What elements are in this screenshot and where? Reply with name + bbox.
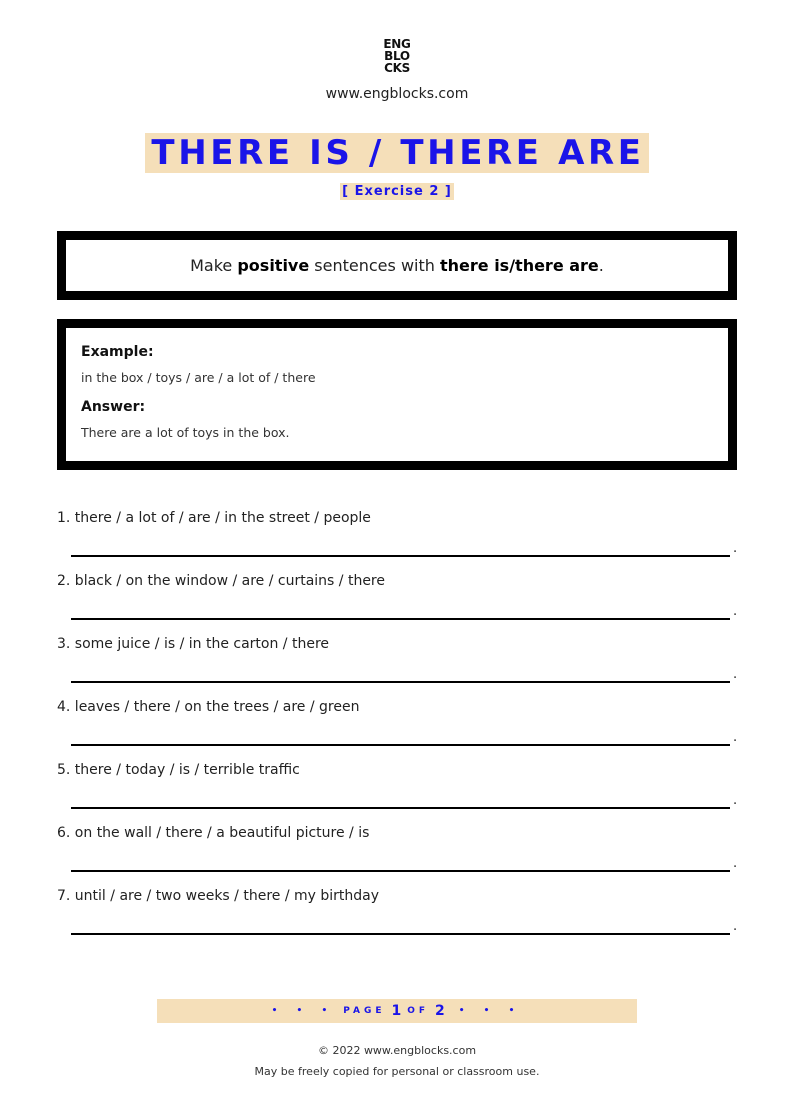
- site-url[interactable]: www.engblocks.com: [325, 86, 469, 102]
- answer-line[interactable]: [71, 681, 730, 683]
- question-item: 2. black / on the window / are / curtains / there: [57, 573, 385, 589]
- pager-current-page: 1: [391, 1003, 402, 1019]
- page-indicator: [157, 999, 637, 1023]
- license-notice: May be freely copied for personal or classroom use.: [254, 1065, 540, 1078]
- line-end-dot: .: [733, 604, 738, 619]
- answer-line[interactable]: [71, 618, 730, 620]
- answer-label: Answer:: [81, 399, 146, 415]
- answer-line[interactable]: [71, 744, 730, 746]
- line-end-dot: .: [733, 793, 738, 808]
- instruction-box: [57, 231, 737, 300]
- question-item: 3. some juice / is / in the carton / there: [57, 636, 330, 652]
- line-end-dot: .: [733, 919, 738, 934]
- question-item: 4. leaves / there / on the trees / are / green: [57, 699, 360, 715]
- exercise-subtitle: [ Exercise 2 ]: [342, 184, 452, 199]
- logo-line-3: CKS: [384, 61, 410, 75]
- engblocks-logo: [378, 38, 416, 74]
- pager-of-label: OF: [407, 1006, 430, 1016]
- pager-dots-left: • • •: [271, 1006, 336, 1016]
- logo-line-2: BLO: [384, 49, 410, 63]
- worksheet-title: THERE IS / THERE ARE: [145, 133, 648, 173]
- example-box: [57, 319, 737, 470]
- pager-dots-right: • • •: [458, 1006, 523, 1016]
- answer-line[interactable]: [71, 933, 730, 935]
- logo-line-1: ENG: [383, 37, 411, 51]
- pager-total-pages: 2: [435, 1003, 445, 1019]
- copyright-notice: © 2022 www.engblocks.com: [317, 1044, 477, 1057]
- answer-line[interactable]: [71, 870, 730, 872]
- question-item: 6. on the wall / there / a beautiful picture / is: [57, 825, 370, 841]
- example-text: in the box / toys / are / a lot of / there: [81, 370, 316, 385]
- answer-line[interactable]: [71, 807, 730, 809]
- line-end-dot: .: [733, 667, 738, 682]
- line-end-dot: .: [733, 856, 738, 871]
- line-end-dot: .: [733, 541, 738, 556]
- answer-text: There are a lot of toys in the box.: [81, 425, 290, 440]
- question-item: 1. there / a lot of / are / in the street / people: [57, 510, 371, 526]
- pager-page-label: PAGE: [343, 1006, 386, 1016]
- example-label: Example:: [81, 344, 154, 360]
- question-item: 5. there / today / is / terrible traffic: [57, 762, 300, 778]
- question-item: 7. until / are / two weeks / there / my birthday: [57, 888, 380, 904]
- instruction-text: Make positive sentences with there is/there are.: [190, 256, 604, 275]
- answer-line[interactable]: [71, 555, 730, 557]
- line-end-dot: .: [733, 730, 738, 745]
